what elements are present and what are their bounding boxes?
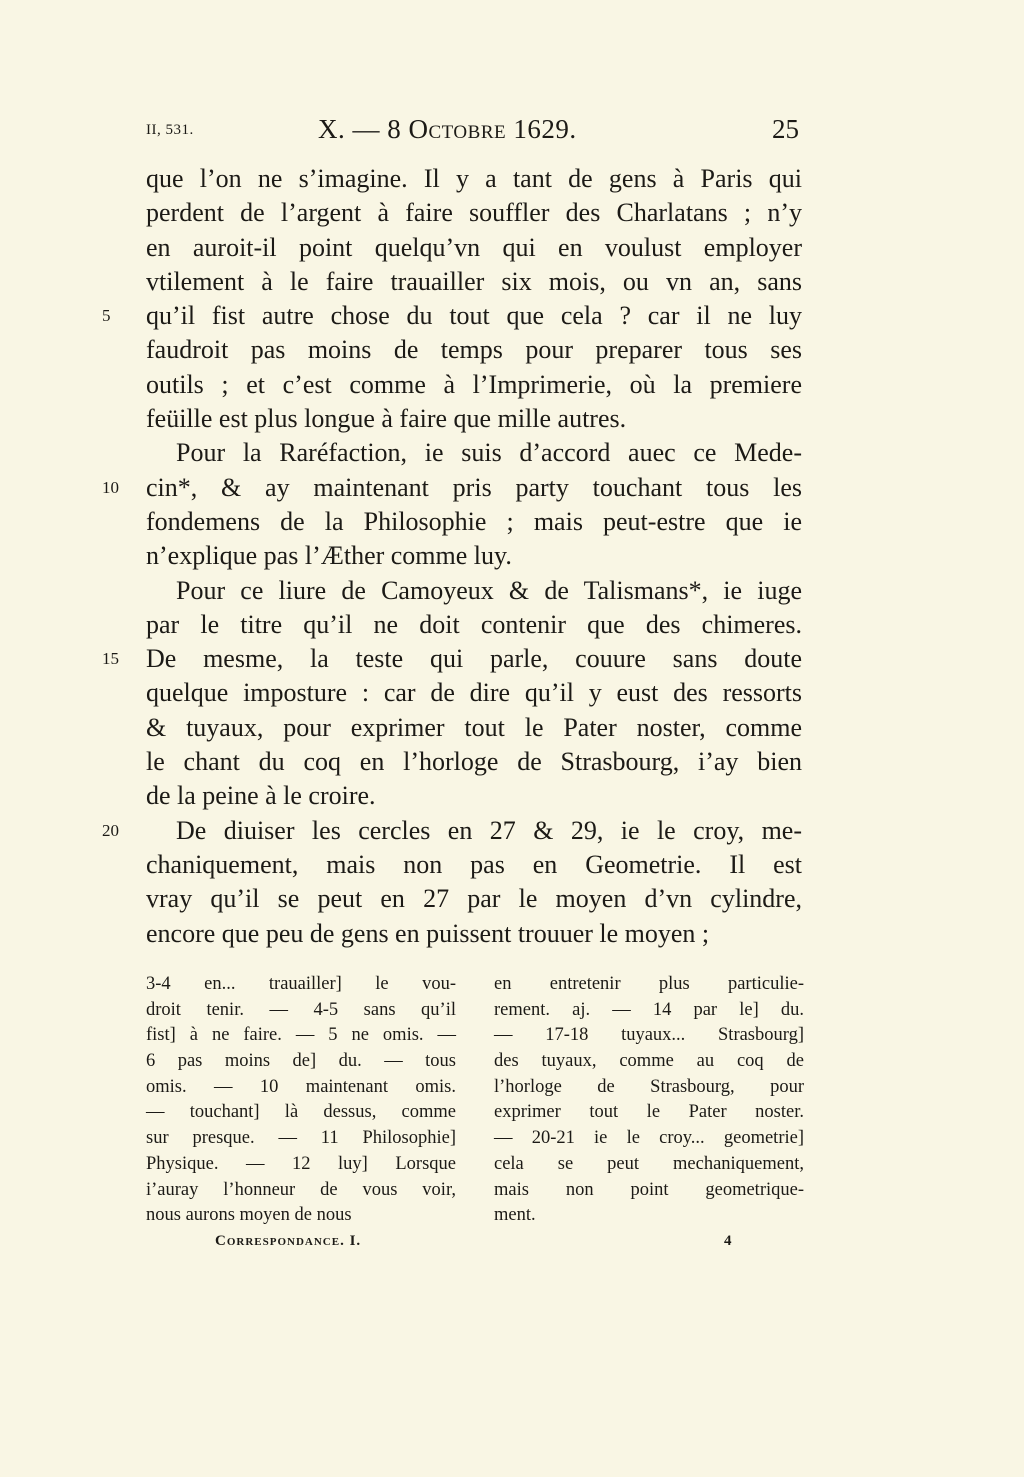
sheet-number: 4 (724, 1233, 732, 1249)
text-line (102, 642, 802, 676)
text-line (146, 539, 802, 573)
line-text: quelque imposture : car de dire qu’il y eust des ressorts (146, 678, 802, 708)
footnote-line: exprimer tout le Pater noster. (494, 1102, 804, 1123)
main-text (102, 162, 802, 951)
text-line (146, 608, 802, 642)
footnote-line: en entretenir plus particulie- (494, 974, 804, 994)
footnote-line: Physique. — 12 luy] Lorsque (146, 1153, 456, 1174)
text-line (146, 882, 802, 916)
footnote-line: sur presque. — 11 Philosophie] (146, 1128, 456, 1149)
line-text: feüille est plus longue à faire que mille autres. (146, 404, 627, 434)
text-line (146, 231, 802, 265)
footnote-line: — touchant] là dessus, comme (146, 1102, 456, 1123)
text-line (146, 745, 802, 779)
line-text: De mesme, la teste qui parle, couure sans doute (146, 644, 802, 674)
footnote-line: — 17-18 tuyaux... Strasbourg] (494, 1025, 804, 1046)
footnote-line: rement. aj. — 14 par le] du. (494, 999, 804, 1020)
text-line (146, 779, 802, 813)
line-text: faudroit pas moins de temps pour preparer tous ses (146, 335, 802, 365)
footnote-line: nous aurons moyen de nous (146, 1205, 352, 1226)
text-line (146, 402, 802, 436)
footnote-line: i’auray l’honneur de vous voir, (146, 1179, 456, 1200)
footnote-line: 3-4 en... trauailler] le vou- (146, 974, 456, 994)
text-line (146, 333, 802, 367)
footnote-line: — 20-21 ie le croy... geometrie] (494, 1128, 804, 1149)
footnote-line: fist] à ne faire. — 5 ne omis. — (146, 1025, 456, 1046)
line-text: par le titre qu’il ne doit contenir que des chimeres. (146, 609, 802, 639)
line-number: 15 (102, 649, 119, 669)
text-line (146, 368, 802, 402)
text-line (146, 265, 802, 299)
line-text: cin*, & ay maintenant pris party touchant tous les (146, 472, 802, 502)
text-line (146, 848, 802, 882)
text-line (146, 917, 802, 951)
line-number: 5 (102, 306, 111, 326)
line-text: qu’il fist autre chose du tout que cela ? car il ne luy (146, 301, 802, 331)
line-text: chaniquement, mais non pas en Geometrie. Il est (146, 849, 802, 879)
line-text: encore que peu de gens en puissent trouuer le moyen ; (146, 918, 710, 948)
footnote-line: cela se peut mechaniquement, (494, 1153, 804, 1174)
footnote-line: ment. (494, 1205, 536, 1226)
line-text: fondemens de la Philosophie ; mais peut-estre que ie (146, 506, 802, 536)
signature-mark: Correspondance. I. (215, 1233, 362, 1249)
page-footer (0, 1233, 1024, 1257)
line-number: 20 (102, 820, 119, 840)
footnote-line: omis. — 10 maintenant omis. (146, 1076, 456, 1097)
text-line (146, 676, 802, 710)
page-header (0, 112, 1024, 152)
line-text: de la peine à le croire. (146, 781, 376, 811)
line-text: Pour la Raréfaction, ie suis d’accord auec ce Mede- (176, 438, 802, 468)
line-text: vray qu’il se peut en 27 par le moyen d’vn cylindre, (146, 884, 802, 914)
footnote-line: des tuyaux, comme au coq de (494, 1051, 804, 1072)
text-line (146, 574, 802, 608)
footnotes-left-column (146, 972, 456, 1229)
text-line (102, 299, 802, 333)
text-line (102, 471, 802, 505)
footnote-line: l’horloge de Strasbourg, pour (494, 1076, 804, 1097)
text-line (146, 505, 802, 539)
text-line (146, 162, 802, 196)
line-text: perdent de l’argent à faire souffler des Charlatans ; n’y (146, 198, 802, 228)
line-text: outils ; et c’est comme à l’Imprimerie, où la premiere (146, 369, 802, 399)
text-line (102, 814, 802, 848)
text-line (146, 711, 802, 745)
line-text: que l’on ne s’imagine. Il y a tant de gens à Paris qui (146, 164, 802, 193)
line-text: Pour ce liure de Camoyeux & de Talismans*, ie iuge (176, 575, 802, 605)
line-text: & tuyaux, pour exprimer tout le Pater noster, comme (146, 712, 802, 742)
line-text: le chant du coq en l’horloge de Strasbourg, i’ay bien (146, 747, 802, 777)
line-text: vtilement à le faire trauailler six mois, ou vn an, sans (146, 266, 802, 296)
line-text: en auroit-il point quelqu’vn qui en voulust employer (146, 232, 802, 262)
text-line (146, 436, 802, 470)
footnote-line: mais non point geometrique- (494, 1179, 804, 1200)
running-title: X. — 8 Octobre 1629. (318, 114, 577, 144)
footnote-line: 6 pas moins de] du. — tous (146, 1051, 456, 1072)
text-line (146, 196, 802, 230)
line-text: n’explique pas l’Æther comme luy. (146, 541, 512, 571)
footnote-line: droit tenir. — 4-5 sans qu’il (146, 999, 456, 1020)
footnotes-right-column (494, 972, 804, 1229)
line-number: 10 (102, 477, 119, 497)
page-number: 25 (772, 114, 799, 144)
edition-reference: II, 531. (146, 122, 194, 138)
line-text: De diuiser les cercles en 27 & 29, ie le croy, me- (176, 815, 802, 845)
